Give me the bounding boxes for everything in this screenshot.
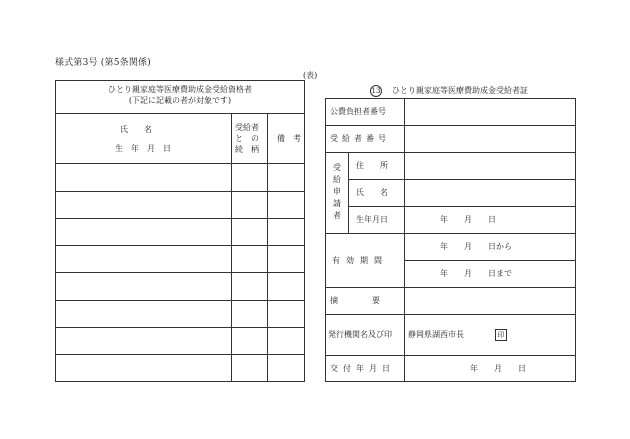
table-rule <box>325 152 576 153</box>
issuer-value: 静岡県湖西市長 <box>408 330 464 339</box>
validity-from-value: 年 月 日から <box>440 242 512 251</box>
validity-to-value: 年 月 日まで <box>440 269 512 278</box>
front-side-mark: (表) <box>303 71 318 80</box>
name-label: 氏 名 <box>356 188 388 197</box>
table-rule <box>348 152 349 233</box>
table-rule <box>325 233 576 234</box>
issue-date-label: 交付年月日 <box>330 364 395 373</box>
form-number: 様式第3号 (第5条関係) <box>55 58 151 68</box>
column-header-remarks: 備 考 <box>277 134 301 143</box>
circle-number: 13 <box>371 87 381 95</box>
table-rule <box>325 314 576 315</box>
applicant-label-char: 請 <box>333 199 341 208</box>
applicant-label-char: 受 <box>333 163 341 172</box>
table-rule <box>231 113 232 382</box>
table-rule <box>325 287 576 288</box>
address-label: 住 所 <box>356 161 388 170</box>
column-header-birthdate: 生 年 月 日 <box>115 144 171 153</box>
eligible-persons-title-line2: (下記に記載の者が対象です) <box>128 96 232 105</box>
table-rule <box>348 206 576 207</box>
table-rule <box>267 113 268 382</box>
payer-number-label: 公費負担者番号 <box>330 107 386 116</box>
table-rule <box>348 179 576 180</box>
issuer-label: 発行機関名及び印 <box>328 330 392 339</box>
column-header-relation-1: 受給者 <box>235 123 259 132</box>
issue-date-value: 年 月 日 <box>470 364 526 373</box>
column-header-name: 氏 名 <box>120 125 152 134</box>
official-seal-mark: 印 <box>495 329 507 341</box>
birthdate-value: 年 月 日 <box>440 215 496 224</box>
applicant-label-char: 申 <box>333 187 341 196</box>
validity-label: 有効期間 <box>332 256 388 265</box>
applicant-label-char: 給 <box>333 175 341 184</box>
table-rule <box>325 125 576 126</box>
eligible-persons-title-line1: ひとり親家庭等医療費助成金受給資格者 <box>108 85 252 94</box>
summary-label: 摘 要 <box>330 296 386 305</box>
recipient-number-label: 受給者番号 <box>330 134 390 143</box>
column-header-relation-2: と の <box>235 134 259 143</box>
certificate-title-text: ひとり親家庭等医療費助成金受給者証 <box>392 86 528 95</box>
applicant-label-char: 者 <box>333 211 341 220</box>
table-rule <box>404 98 405 382</box>
column-header-relation-3: 続 柄 <box>235 145 259 154</box>
table-rule <box>404 260 576 261</box>
table-rule <box>325 355 576 356</box>
certificate-title <box>370 85 528 97</box>
birthdate-label: 生年月日 <box>356 215 388 224</box>
eligible-persons-title <box>55 84 305 106</box>
